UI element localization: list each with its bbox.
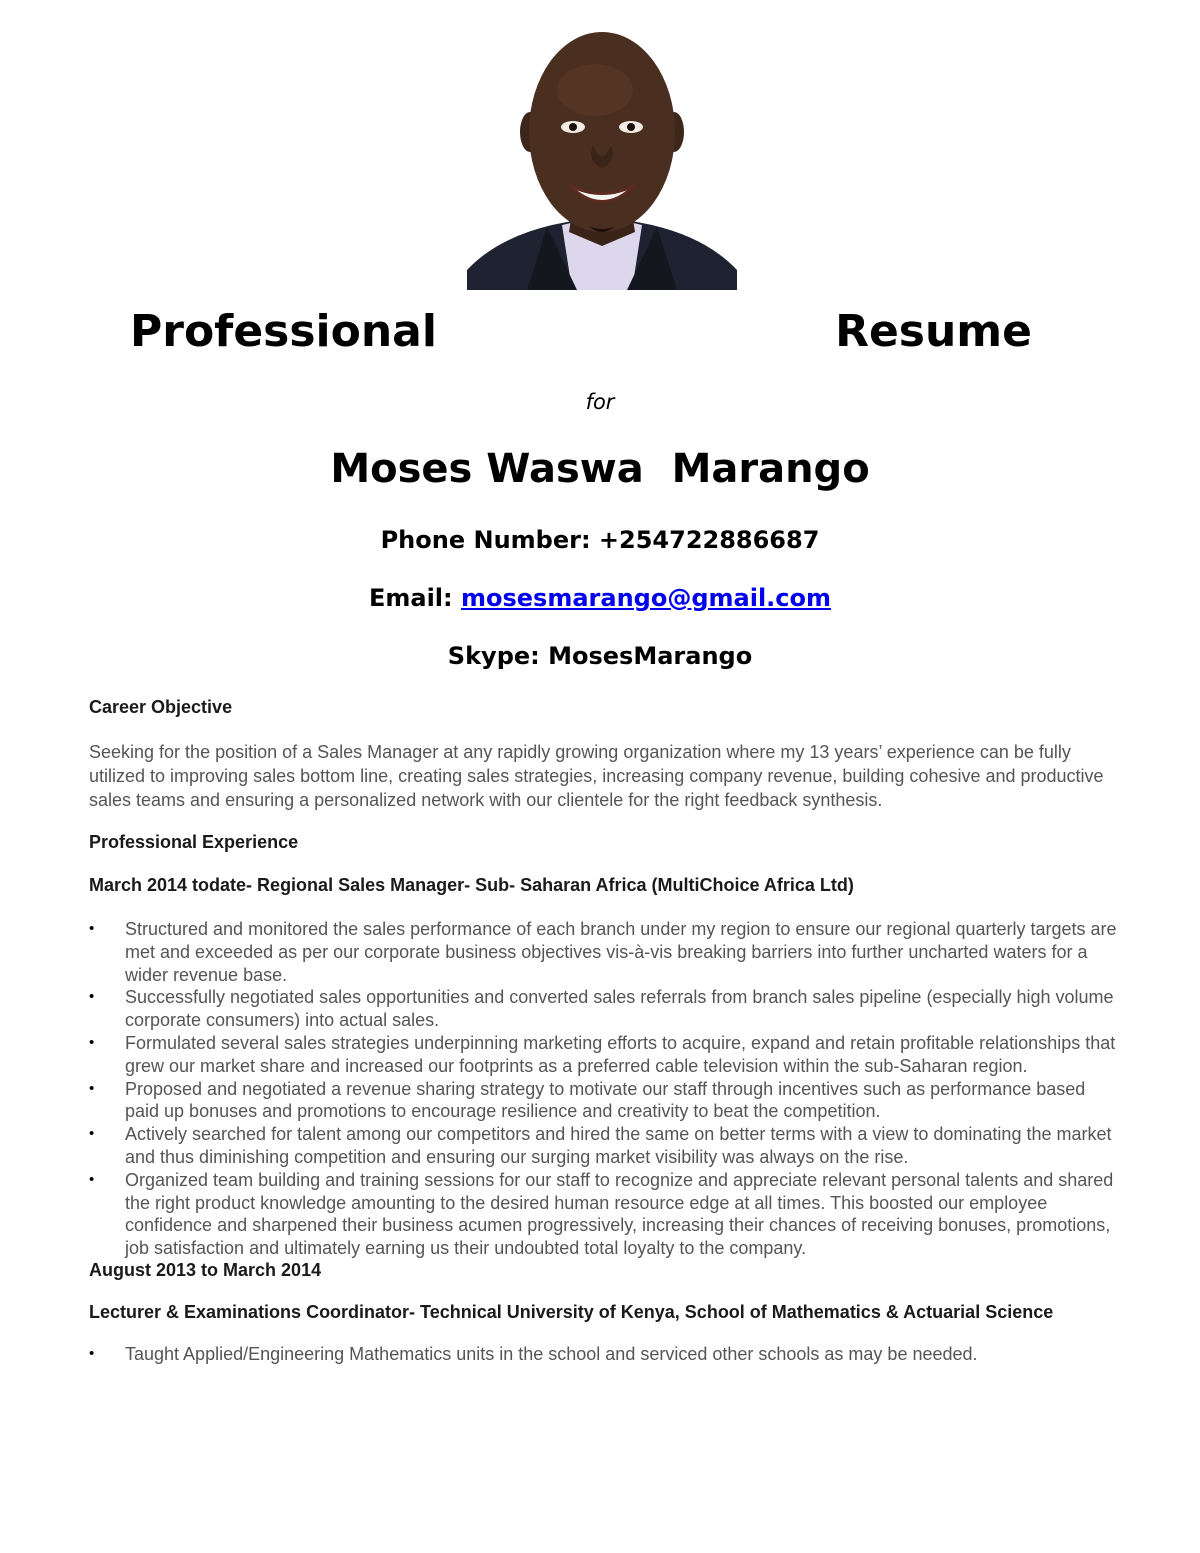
career-objective-heading: Career Objective xyxy=(89,697,233,717)
phone-value: +254722886687 xyxy=(598,526,820,554)
bullet-text: Organized team building and training sessions for our staff to recognize and appreciate relevant personal talents and shared the right product knowledge amounting to the desired human resource edge at all times. This boosted our employee confidence and sharpened their business acumen progressively, increasing their chances of receiving bonuses, promotions, job satisfaction and ultimately earning us their undoubted total loyalty to the company. xyxy=(125,1169,1114,1259)
list-item xyxy=(89,1078,1119,1124)
job2-bullets xyxy=(89,1343,1119,1366)
bullet-text: Proposed and negotiated a revenue sharing strategy to motivate our staff through incentives such as performance based paid up bonuses and promotions to encourage resilience and creativity to beat the competition. xyxy=(125,1078,1086,1122)
bullet-icon: • xyxy=(89,1170,95,1188)
skype-label: Skype: xyxy=(447,642,540,670)
bullet-text: Structured and monitored the sales performance of each branch under my region to ensure our regional quarterly targets are met and exceeded as per our corporate business objectives vis-à-vis breaking barriers into further uncharted waters for a wider revenue base. xyxy=(125,919,1117,985)
bullet-text: Taught Applied/Engineering Mathematics units in the school and serviced other schools as may be needed. xyxy=(125,1344,978,1365)
phone-line xyxy=(0,526,1200,554)
resume-body xyxy=(89,697,1119,1366)
list-item xyxy=(89,986,1119,1032)
document-title xyxy=(130,306,1032,364)
career-objective-text: Seeking for the position of a Sales Manager at any rapidly growing organization where my 13 years’ experience can be fully utilized to improving sales bottom line, creating sales strategies, increasing company revenue, building cohesive and productive sales teams and ensuring a personalized network with our clientele for the right feedback synthesis. xyxy=(89,742,1104,810)
job1-bullets xyxy=(89,918,1119,1260)
for-label: for xyxy=(585,390,615,414)
bullet-icon: • xyxy=(89,920,95,937)
bullet-text: Actively searched for talent among our competitors and hired the same on better terms with a view to dominating the market and thus diminishing competition and ensuring our surging market visibility was always on the rise. xyxy=(125,1124,1112,1167)
skype-value: MosesMarango xyxy=(548,642,753,670)
list-item xyxy=(89,1169,1119,1260)
bullet-text: Successfully negotiated sales opportunities and converted sales referrals from branch sales pipeline (especially high volume corporate consumers) into actual sales. xyxy=(125,987,1114,1031)
profile-photo xyxy=(467,20,737,290)
job2-period: August 2013 to March 2014 xyxy=(89,1259,322,1280)
job2-title: Lecturer & Examinations Coordinator- Technical University of Kenya, School of Mathematics & Actuarial Science xyxy=(89,1301,1054,1322)
bullet-icon: • xyxy=(89,1033,95,1051)
list-item xyxy=(89,1032,1119,1078)
portrait-illustration xyxy=(467,20,737,290)
candidate-name: Moses Waswa Marango xyxy=(330,446,870,492)
bullet-icon: • xyxy=(89,1079,95,1097)
email-line xyxy=(0,584,1200,612)
bullet-text: Formulated several sales strategies underpinning marketing efforts to acquire, expand and retain profitable relationships that grew our market share and increased our footprints as a preferred cable television within the sub-Saharan region. xyxy=(125,1032,1116,1076)
list-item xyxy=(89,1123,1119,1169)
bullet-icon: • xyxy=(89,1125,95,1143)
bullet-icon: • xyxy=(89,988,95,1006)
bullet-icon: • xyxy=(89,1345,95,1363)
email-link[interactable]: mosesmarango@gmail.com xyxy=(461,584,832,612)
phone-label: Phone Number: xyxy=(380,526,591,554)
skype-line xyxy=(0,642,1200,670)
title-professional: Professional xyxy=(130,306,437,357)
professional-experience-heading: Professional Experience xyxy=(89,832,299,852)
title-resume: Resume xyxy=(835,306,1032,357)
list-item xyxy=(89,1343,1119,1366)
list-item xyxy=(89,918,1119,986)
job1-title: March 2014 todate- Regional Sales Manager- Sub- Saharan Africa (MultiChoice Africa Ltd) xyxy=(89,875,854,895)
email-label: Email: xyxy=(368,584,453,612)
